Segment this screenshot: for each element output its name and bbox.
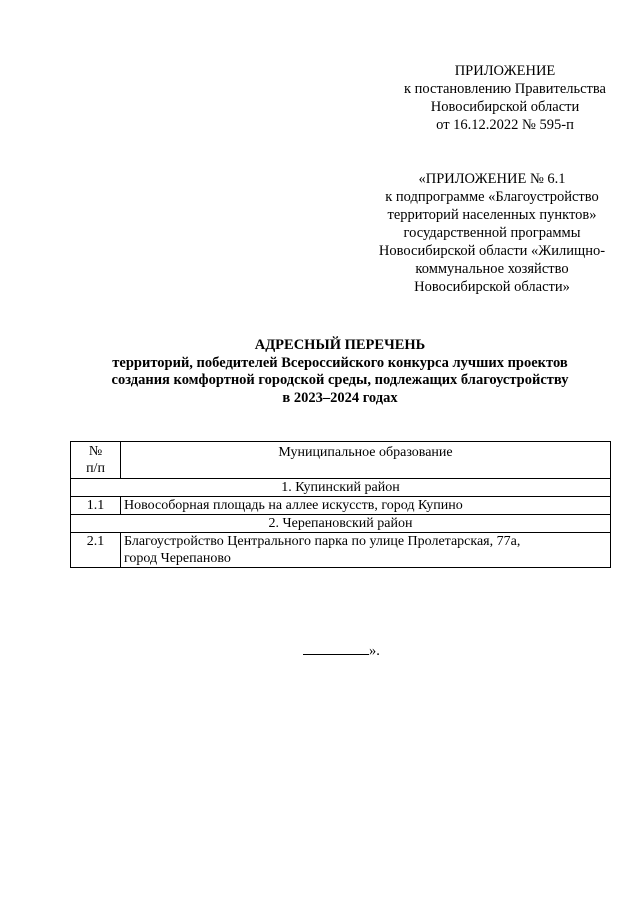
heading-title: АДРЕСНЫЙ ПЕРЕЧЕНЬ bbox=[254, 337, 426, 353]
section-cell: 2. Черепановский район bbox=[71, 515, 611, 533]
row-number-cell: 1.1 bbox=[71, 497, 121, 515]
header-number-sign: № bbox=[88, 444, 103, 459]
subappendix-line: территорий населенных пунктов» bbox=[387, 207, 597, 223]
subappendix-header bbox=[362, 170, 622, 296]
row-text-line: Благоустройство Центрального парка по улице Пролетарская, 77а, bbox=[124, 534, 521, 549]
appendix-region-line: Новосибирской области bbox=[430, 99, 580, 115]
row-number-cell: 2.1 bbox=[71, 533, 121, 568]
table-section-row bbox=[71, 515, 611, 533]
table-row bbox=[71, 497, 611, 515]
subappendix-line: Новосибирской области «Жилищно- bbox=[378, 243, 606, 259]
header-number-cell bbox=[71, 442, 121, 479]
section-cell: 1. Купинский район bbox=[71, 479, 611, 497]
header-number-abbrev: п/п bbox=[86, 461, 105, 476]
heading-line: в 2023–2024 годах bbox=[282, 389, 398, 406]
appendix-date-number: от 16.12.2022 № 595-п bbox=[436, 117, 574, 133]
document-heading bbox=[70, 337, 610, 407]
heading-line: территорий, победителей Всероссийского конкурса лучших проектов bbox=[112, 354, 568, 371]
table-row bbox=[71, 533, 611, 568]
address-list-table bbox=[70, 441, 611, 568]
closing-quote: ». bbox=[369, 643, 380, 659]
subappendix-line: Новосибирской области» bbox=[414, 279, 570, 295]
table-header-row bbox=[71, 442, 611, 479]
closing-underline bbox=[303, 640, 369, 655]
appendix-title: ПРИЛОЖЕНИЕ bbox=[454, 63, 556, 79]
header-title-cell: Муниципальное образование bbox=[121, 442, 611, 479]
heading-line: создания комфортной городской среды, подлежащих благоустройству bbox=[111, 372, 569, 388]
table-section-row bbox=[71, 479, 611, 497]
closing-mark bbox=[303, 640, 380, 660]
row-text-line: город Черепаново bbox=[124, 551, 231, 566]
row-text-cell: Новособорная площадь на аллее искусств, город Купино bbox=[121, 497, 611, 515]
subappendix-line: к подпрограмме «Благоустройство bbox=[385, 189, 599, 205]
subappendix-title: «ПРИЛОЖЕНИЕ № 6.1 bbox=[418, 171, 566, 187]
row-text-cell bbox=[121, 533, 611, 568]
subappendix-line: коммунальное хозяйство bbox=[415, 261, 569, 277]
appendix-decree-line: к постановлению Правительства bbox=[404, 81, 606, 97]
subappendix-line: государственной программы bbox=[403, 225, 581, 241]
appendix-header bbox=[380, 62, 630, 134]
